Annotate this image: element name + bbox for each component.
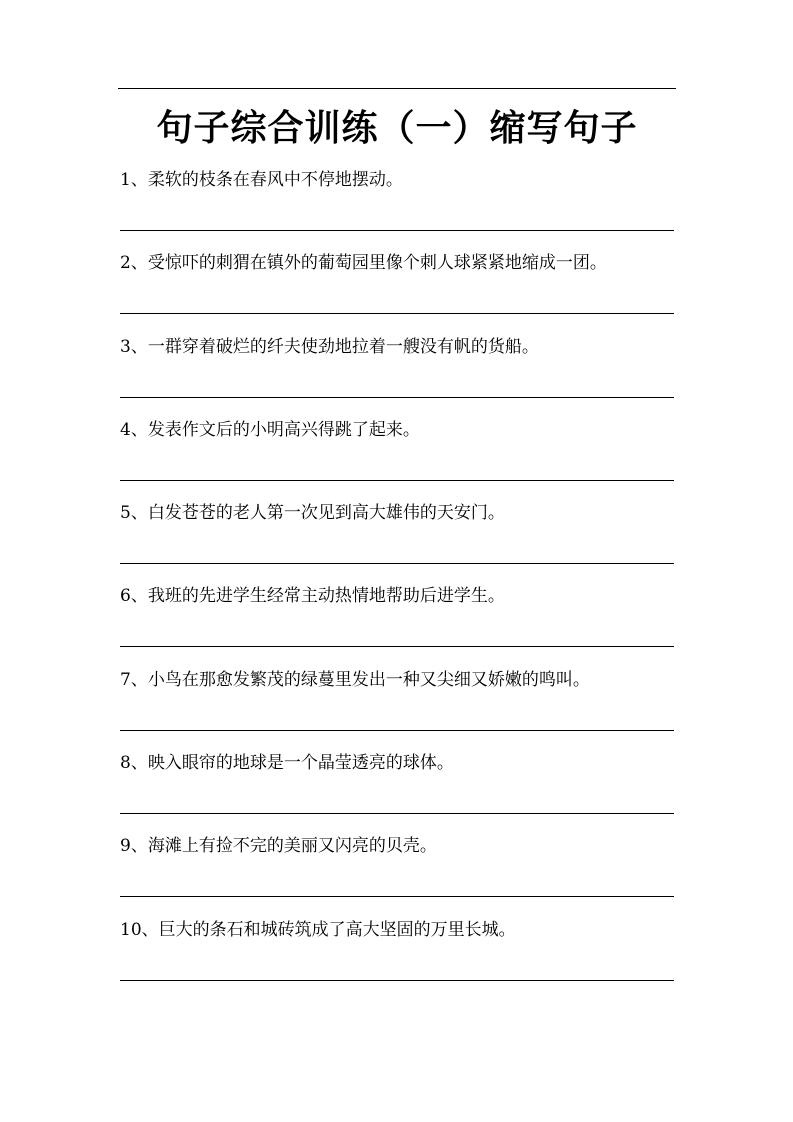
question-text: 3、一群穿着破烂的纤夫使劲地拉着一艘没有帆的货船。 [120, 336, 539, 357]
answer-line[interactable] [120, 230, 674, 231]
answer-line[interactable] [120, 730, 674, 731]
answer-line[interactable] [120, 646, 674, 647]
question-text: 4、发表作文后的小明高兴得跳了起来。 [120, 419, 420, 440]
answer-line[interactable] [120, 896, 674, 897]
question-item [120, 166, 675, 249]
question-item [120, 749, 675, 832]
question-item [120, 832, 675, 915]
question-text: 7、小鸟在那愈发繁茂的绿蔓里发出一种又尖细又娇嫩的鸣叫。 [120, 669, 590, 690]
question-item [120, 499, 675, 582]
page-title: 句子综合训练（一）缩写句子 [156, 107, 638, 149]
question-text: 2、受惊吓的刺猬在镇外的葡萄园里像个刺人球紧紧地缩成一团。 [120, 253, 607, 274]
top-rule [118, 88, 676, 89]
question-text: 5、白发苍苍的老人第一次见到高大雄伟的天安门。 [120, 503, 505, 524]
answer-line[interactable] [120, 397, 674, 398]
answer-line[interactable] [120, 813, 674, 814]
question-text: 6、我班的先进学生经常主动热情地帮助后进学生。 [120, 586, 505, 607]
question-item [120, 916, 675, 999]
answer-line[interactable] [120, 563, 674, 564]
question-item [120, 333, 675, 416]
question-item [120, 582, 675, 665]
question-item [120, 666, 675, 749]
answer-line[interactable] [120, 480, 674, 481]
answer-line[interactable] [120, 980, 674, 981]
question-item [120, 416, 675, 499]
question-text: 10、巨大的条石和城砖筑成了高大坚固的万里长城。 [120, 919, 516, 940]
question-list [120, 166, 675, 999]
question-text: 9、海滩上有捡不完的美丽又闪亮的贝壳。 [120, 836, 437, 857]
question-text: 1、柔软的枝条在春风中不停地摆动。 [120, 170, 403, 190]
question-text: 8、映入眼帘的地球是一个晶莹透亮的球体。 [120, 753, 454, 774]
question-item [120, 249, 675, 332]
answer-line[interactable] [120, 313, 674, 314]
